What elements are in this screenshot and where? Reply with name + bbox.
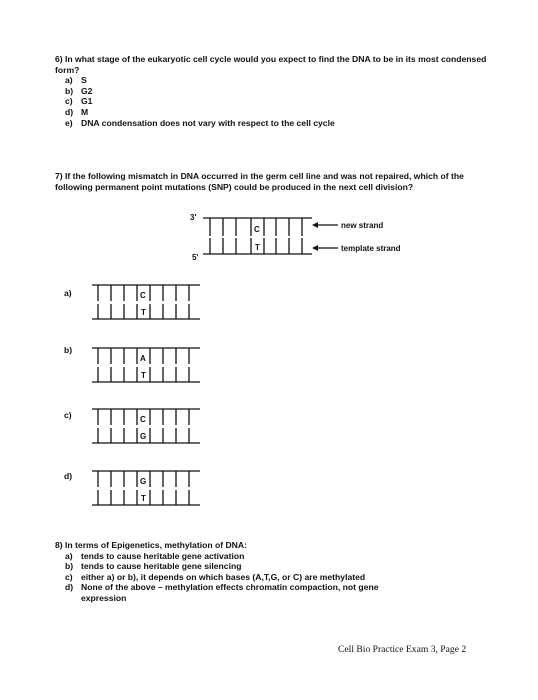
five-prime-label: 5' <box>192 253 199 262</box>
option-a-label: a) <box>64 288 72 298</box>
question-6-stem: 6) In what stage of the eukaryotic cell cycle would you expect to find the DNA to be in its most condensed form? <box>55 54 487 75</box>
question-7 <box>55 171 490 192</box>
option-b-diagram[interactable] <box>92 343 212 387</box>
new-strand-label: new strand <box>341 221 384 230</box>
option-d-label: d) <box>64 471 73 481</box>
mismatch-diagram <box>190 210 420 270</box>
bottom-base: T <box>255 243 260 252</box>
question-8 <box>55 540 485 604</box>
option-a-top-base: C <box>140 291 146 300</box>
top-base: C <box>254 225 260 234</box>
option-c-diagram[interactable] <box>92 404 212 448</box>
question-8-stem: 8) In terms of Epigenetics, methylation of DNA: <box>55 540 247 550</box>
option-a-bottom-base: T <box>141 308 146 317</box>
option-d-bottom-base: T <box>141 494 146 503</box>
page-footer: Cell Bio Practice Exam 3, Page 2 <box>338 644 467 655</box>
option-c-bottom-base: G <box>140 432 147 441</box>
question-7-stem: 7) If the following mismatch in DNA occurred in the germ cell line and was not repaired, which of the following permanent point mutations (SNP) could be produced in the next cell division? <box>55 171 464 192</box>
option-a-diagram[interactable] <box>92 280 212 324</box>
arrow-head-icon <box>312 222 318 228</box>
option-c-top-base: C <box>140 415 146 424</box>
option-d-top-base: G <box>140 477 147 486</box>
question-8-options <box>55 551 485 604</box>
option-b-label: b) <box>64 345 73 355</box>
option-c-label: c) <box>64 410 72 420</box>
option-b-top-base: A <box>140 354 146 363</box>
option-item: b) tends to cause heritable gene silencing <box>65 561 242 572</box>
question-6-options <box>55 75 495 128</box>
option-item: a) S <box>65 75 87 86</box>
option-item: b) G2 <box>65 85 93 96</box>
option-b-bottom-base: T <box>141 371 146 380</box>
option-item: c) G1 <box>65 96 93 107</box>
template-strand-label: template strand <box>341 244 401 253</box>
three-prime-label: 3' <box>190 213 197 222</box>
option-item: c) either a) or b), it depends on which bases (A,T,G, or C) are methylated <box>65 571 366 582</box>
option-item: a) tends to cause heritable gene activation <box>65 550 245 561</box>
option-item: d) None of the above – methylation effects chromatin compaction, not gene expression <box>65 582 379 603</box>
option-item: e) DNA condensation does not vary with respect to the cell cycle <box>65 117 335 128</box>
option-item: d) M <box>65 106 89 117</box>
arrow-head-icon <box>312 245 318 251</box>
question-6 <box>55 54 495 128</box>
option-d-diagram[interactable] <box>92 466 212 510</box>
